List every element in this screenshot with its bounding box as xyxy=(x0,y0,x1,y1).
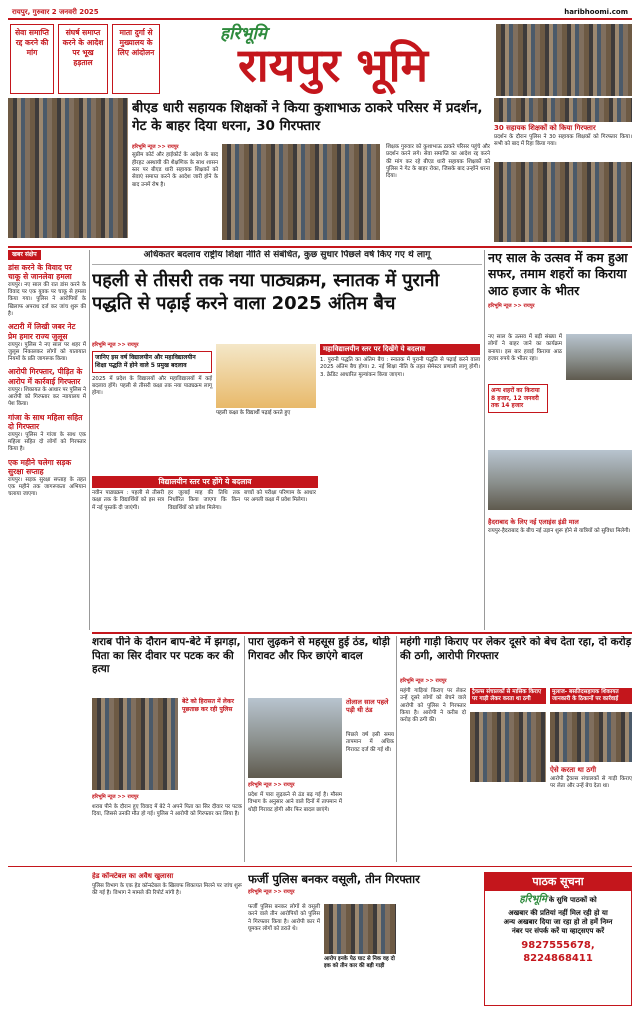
lead-story xyxy=(132,100,492,242)
fraud-photo-2 xyxy=(550,712,632,762)
murder-side-note: बेटे को हिरासत में लेकर पूछताछ कर रही पुलिस xyxy=(182,698,234,713)
fare-photo xyxy=(566,334,632,380)
weather-photo xyxy=(248,698,342,778)
sidebar-tag: खबर संक्षेप xyxy=(8,250,41,260)
fare-photo-2 xyxy=(488,450,632,510)
weather-box-body: पिछले वर्ष इसी समय तापमान में अधिक गिरावट दर्ज की गई थी। xyxy=(346,732,394,753)
sidebar-right xyxy=(488,250,632,630)
edu-photo-caption: पहली कक्षा के विद्यार्थी पढ़ाई करते हुए xyxy=(216,410,291,416)
murder-headline: शराब पीने के दौरान बाप-बेटे में झगड़ा, पिता का सिर दीवार पर पटक कर की हत्या xyxy=(92,636,241,676)
brief-title-3: आरोपी गिरफ्तार, पीड़ित के आरोप में कार्रवाई गिरफ्तार xyxy=(8,367,83,387)
lead-photo-left xyxy=(8,98,128,238)
murder-credit: हरिभूमि न्यूज >> रायपुर xyxy=(92,794,139,800)
lead-photo-text: प्रदर्शन के दौरान पुलिस ने 30 सहायक शिक्षकों को गिरफ्तार किया। सभी को बाद में रिहा किया गया। xyxy=(494,134,632,148)
edu-illustration xyxy=(216,344,316,408)
fare-headline: नए साल के उत्सव में कम हुआ सफर, तमाम शहरों का किराया आठ हजार के भीतर xyxy=(488,250,628,298)
edu-headline: पहली से तीसरी तक नया पाठ्यक्रम, स्नातक में पुरानी पद्धति से पढ़ाई करने वाला 2025 अंतिम बैच xyxy=(92,269,440,314)
fake-police-story xyxy=(248,872,480,1006)
brief-body-2: रायपुर। पुलिस ने नए साल पर शहर में जुलूस निकालकर लोगों को यातायात नियमों के प्रति जागरूक किया। xyxy=(8,341,86,363)
brief-body-3: रायपुर। शिकायत के आधार पर पुलिस ने आरोपी को गिरफ्तार कर न्यायालय में पेश किया। xyxy=(8,386,86,408)
fake-police-body: फर्जी पुलिस बनकर लोगों से वसूली करने वाले तीन आरोपियों को पुलिस ने गिरफ्तार किया है। आरोपी कार में घूमकर लोगों को डराते थे। xyxy=(248,904,320,932)
fraud-photo1-caption: ट्रैवल्स संचालकों से मासिक किराए पर गाड़ी लेकर करता था ठगी xyxy=(470,688,546,704)
murder-story xyxy=(92,636,242,862)
fraud-box-body: आरोपी ट्रैवल्स संचालकों से गाड़ी किराए पर लेता और उन्हें बेच देता था। xyxy=(550,776,632,790)
fraud-credit: हरिभूमि न्यूज >> रायपुर xyxy=(400,678,447,684)
bottom-left xyxy=(92,872,242,1006)
brief-title-4: गांजा के साथ महिला सहित दो गिरफ्तार xyxy=(8,412,83,432)
fake-police-photo xyxy=(324,904,396,954)
weather-box-title: तोलाल साल पहले पड़ी थी ठंड xyxy=(346,698,389,715)
weather-story xyxy=(248,636,394,862)
website: haribhoomi.com xyxy=(564,8,628,16)
weather-credit: हरिभूमि न्यूज >> रायपुर xyxy=(248,782,295,788)
school-col-1: नवीन पाठ्यक्रम : पहली से तीसरी कक्षा तक के विद्यार्थियों को इस सत्र में नई पुस्तकें दी जाएंगी। xyxy=(92,490,164,511)
bottom-left-title: हेड कॉन्स्टेबल का अवैध खुलासा xyxy=(92,872,174,880)
reader-notice xyxy=(484,872,632,1006)
fare-box: अन्य शहरों का किराया 8 हजार, 12 जनवरी तक 14 हजार xyxy=(488,384,548,413)
fare-body: नए साल के उत्सव में बड़ी संख्या में लोगों ने बाहर जाने का कार्यक्रम बनाया। इस बार हवाई किराया आठ हजार रुपये के भीतर रहा। xyxy=(488,334,562,362)
school-col-3: बच्चों को परीक्षा परिणाम के आधार पर अगली कक्षा में प्रवेश मिलेगा। xyxy=(244,490,316,504)
weather-headline: पारा लुढ़कने से महसूस हुई ठंड, थोड़ी गिरावट और फिर छाएंगे बादल xyxy=(248,636,390,662)
fraud-box-title: ऐसे करता था ठगी xyxy=(550,766,597,774)
college-body: 1. पुरानी पद्धति का अंतिम बैच : स्नातक में पुरानी पद्धति से पढ़ाई करने वाला 2025 अंतिम बैच होगा। 2. नई शिक्षा नीति के तहत सेमेस्टर प्रणाली लागू होगी। 3. क्रेडिट आधारित मूल्यांकन किया जाएगा। xyxy=(320,356,480,378)
college-subhead: महाविद्यालयीन स्तर पर दिखेंगे ये बदलाव xyxy=(320,344,480,355)
notice-line-1: के सुधि पाठकों को xyxy=(548,896,597,905)
lead-photo-right xyxy=(494,98,632,122)
fake-police-credit: हरिभूमि न्यूज >> रायपुर xyxy=(248,888,295,895)
lead-photo-caption: 30 सहायक शिक्षकों को किया गिरफ्तार xyxy=(494,124,596,132)
edu-story xyxy=(92,250,482,628)
promo-1: सेवा समाप्ति रद्द करने की मांग xyxy=(10,24,54,94)
notice-line-3: अन्य अखबार दिया जा रहा हो तो हमें निम्न xyxy=(503,917,613,926)
fare-box2-title: हैदराबाद के लिए नई एलाइंस इंडी माल xyxy=(488,518,579,526)
edu-body: 2025 में प्रदेश के विद्यालयों और महाविद्यालयों में कई बदलाव होंगे। पहली से तीसरी कक्षा तक नया पाठ्यक्रम लागू होगा। xyxy=(92,375,212,397)
fake-police-headline: फर्जी पुलिस बनकर वसूली, तीन गिरफ्तार xyxy=(248,872,420,886)
fake-police-caption: आरोप इनके पेठ घाट से निक वह दो इक को तीन कार की बड़ी गाड़ी xyxy=(324,956,395,969)
school-subhead: विद्यालयीन स्तर पर होंगे ये बदलाव xyxy=(92,476,318,488)
dateline: रायपुर, गुरुवार 2 जनवरी 2025 xyxy=(12,8,99,16)
lead-credit: हरिभूमि न्यूज >> रायपुर xyxy=(132,144,179,150)
lead-right xyxy=(494,98,632,242)
sidebar-left xyxy=(8,250,86,868)
murder-body: शराब पीने के दौरान हुए विवाद में बेटे ने अपने पिता का सिर दीवार पर पटक दिया, जिससे उनकी मौत हो गई। पुलिस ने आरोपी को गिरफ्तार कर लिया है। xyxy=(92,804,242,818)
edu-highlight: जानिए इस वर्ष विद्यालयीन और महाविद्यालयीन शिक्षा पद्धति में होने वाले 5 प्रमुख बदलाव xyxy=(92,351,212,372)
lead-body-2: शिक्षक गुरुवार को कुशाभाऊ ठाकरे परिसर पहुंचे और प्रदर्शन करने लगे। सेवा समाप्ति का आदेश रद्द करने की मांग कर रहे बीएड धारी सहायक शिक्षकों को पुलिस ने गेट के बाहर रोका, जिसके बाद उन्होंने धरना दिया। xyxy=(386,144,490,180)
brief-title-5: एक महीने चलेगा सड़क सुरक्षा सप्ताह xyxy=(8,457,72,477)
fare-box2-body: रायपुर-हैदराबाद के बीच नई उड़ान शुरू होने से यात्रियों को सुविधा मिलेगी। xyxy=(488,528,631,534)
brief-body-4: रायपुर। पुलिस ने गांजा के साथ एक महिला सहित दो लोगों को गिरफ्तार किया है। xyxy=(8,431,86,453)
murder-photo xyxy=(92,698,178,790)
notice-brand: हरिभूमि xyxy=(519,894,547,906)
page-title: रायपुर भूमि xyxy=(237,38,429,92)
notice-title: पाठक सूचना xyxy=(485,873,631,891)
brief-title-2: अटारी में लिखी जबर नेट प्रेम हमार राज्य जुलूस xyxy=(8,322,76,341)
fraud-photo2-caption: मुलाज- बसतिदसहायक शिकायत जानकारी के ठिकानों पर कार्रवाई xyxy=(550,688,632,704)
edu-credit: हरिभूमि न्यूज >> रायपुर xyxy=(92,342,139,348)
lead-photo-center xyxy=(222,144,380,240)
masthead xyxy=(8,6,632,98)
weather-body: प्रदेश में पारा लुढ़कने से ठंड बढ़ गई है। मौसम विभाग के अनुसार आने वाले दिनों में तापमान में थोड़ी गिरावट होगी और फिर बादल छाएंगे। xyxy=(248,792,342,813)
brand-logo: हरिभूमि xyxy=(220,24,267,44)
notice-line-2: अखबार की प्रतियां नहीं मिल रही हो या xyxy=(508,908,608,917)
brief-body-1: रायपुर। नए साल की रात डांस करने के विवाद पर एक युवक पर चाकू से हमला किया गया। पुलिस ने आरोपियों के खिलाफ अपराध दर्ज कर जांच शुरू की है। xyxy=(8,281,86,318)
lead-headline: बीएड धारी सहायक शिक्षकों ने किया कुशाभाऊ ठाकरे परिसर में प्रदर्शन, गेट के बाहर दिया धरना, 30 गिरफ्तार xyxy=(132,100,483,134)
brief-title-1: डांस करने के विवाद पर चाकू से जानलेवा हमला xyxy=(8,262,72,282)
fraud-headline: महंगी गाड़ी किराए पर लेकर दूसरे को बेच देता रहा, दो करोड़ की ठगी, आरोपी गिरफ्तार xyxy=(400,636,632,662)
lead-photo-right-2 xyxy=(494,162,632,242)
promo-2: संघर्ष समाप्त करने के आदेश पर भूख हड़ताल xyxy=(58,24,108,94)
promo-3: माता दुर्गा से मुख्यालय के लिए आंदोलन xyxy=(112,24,160,94)
brief-body-5: रायपुर। सड़क सुरक्षा सप्ताह के तहत एक महीने तक जागरूकता अभियान चलाया जाएगा। xyxy=(8,476,86,498)
fraud-body: महंगी गाड़ियां किराए पर लेकर उन्हें दूसरे लोगों को बेचने वाले आरोपी को पुलिस ने गिरफ्तार किया है। आरोपी ने करीब दो करोड़ की ठगी की। xyxy=(400,688,466,724)
notice-line-4: नंबर पर संपर्क करें या व्हाट्सएप करें xyxy=(511,926,605,935)
notice-phone: 9827555678, 8224868411 xyxy=(521,939,595,964)
edu-kicker: अधिकतर बदलाव राष्ट्रीय शिक्षा नीति से संबंधित, कुछ सुधार पिछले वर्ष किए गए थे लागू xyxy=(92,250,482,265)
fraud-photo-1 xyxy=(470,712,546,782)
masthead-photo xyxy=(496,24,632,96)
fraud-story xyxy=(400,636,632,862)
fare-credit: हरिभूमि न्यूज >> रायपुर xyxy=(488,302,535,309)
school-col-2: हर जुलाई माह की तिथि तक निर्धारित किया जाएगा कि किन विद्यार्थियों को प्रवेश मिलेगा। xyxy=(168,490,240,511)
lead-body-1: सुप्रीम कोर्ट और हाईकोर्ट के आदेश के बाद हीरहट अस्थायी की शैक्षणिक के साथ शासन स्तर पर बीएड धारी सहायक शिक्षकों को सेवाएं समाप्त करने के आदेश जारी होने के बाद उनमें रोष है। xyxy=(132,152,218,188)
bottom-left-body: पुलिस विभाग के एक हेड कॉन्स्टेबल के खिलाफ शिकायत मिलने पर जांच शुरू की गई है। विभाग ने मामले की रिपोर्ट मांगी है। xyxy=(92,882,242,897)
